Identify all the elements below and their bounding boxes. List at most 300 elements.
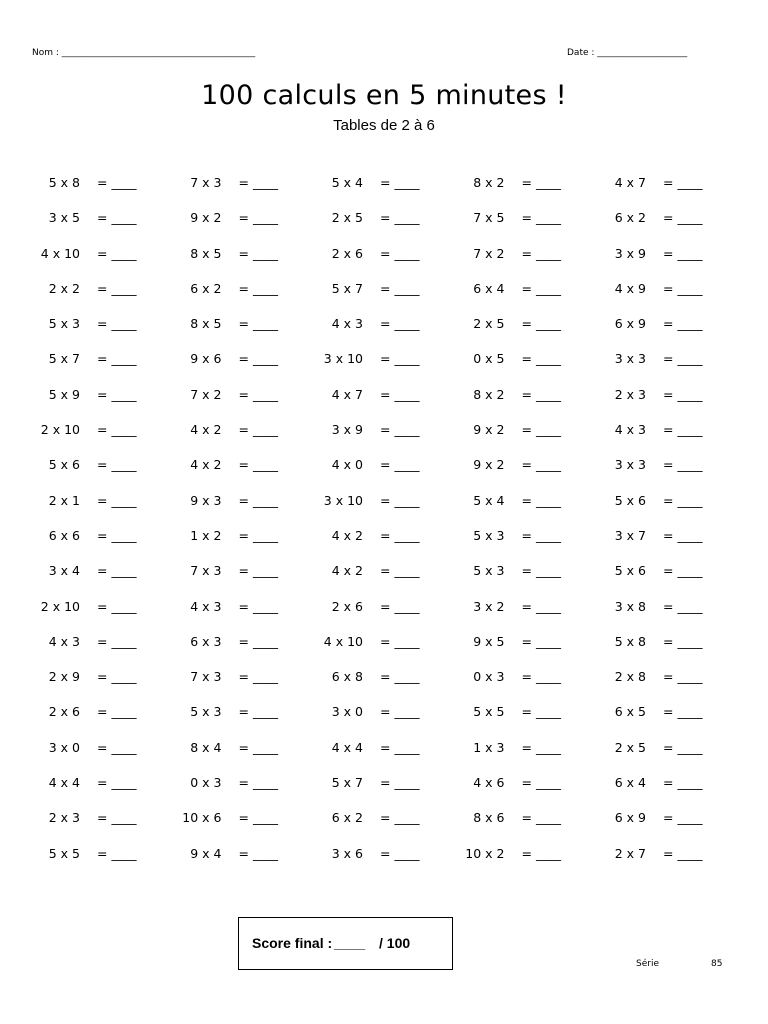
calculation-item <box>606 801 748 836</box>
answer-blank: = ____ <box>663 563 703 579</box>
answer-blank: = ____ <box>238 280 278 296</box>
answer-blank: = ____ <box>380 316 420 332</box>
calculation-item <box>465 166 607 201</box>
calculation-item <box>606 166 748 201</box>
calculation-expression: 2 x 6 <box>48 704 80 720</box>
answer-blank: = ____ <box>521 527 561 543</box>
answer-blank: = ____ <box>380 739 420 755</box>
calculation-item <box>182 342 324 377</box>
calculation-item <box>323 837 465 872</box>
answer-blank: = ____ <box>663 210 703 226</box>
calculation-item <box>182 237 324 272</box>
answer-blank: = ____ <box>521 457 561 473</box>
calculation-expression: 1 x 3 <box>473 739 505 755</box>
answer-blank: = ____ <box>521 633 561 649</box>
score-blank: ____ <box>334 935 366 951</box>
calculation-item <box>323 201 465 236</box>
answer-blank: = ____ <box>97 457 137 473</box>
calculation-item <box>323 272 465 307</box>
calculation-expression: 4 x 6 <box>473 775 505 791</box>
calculation-item <box>323 378 465 413</box>
calculation-item <box>182 413 324 448</box>
answer-blank: = ____ <box>97 422 137 438</box>
calculation-expression: 3 x 10 <box>323 351 363 367</box>
score-total: / 100 <box>379 935 411 951</box>
answer-blank: = ____ <box>521 775 561 791</box>
calculation-item <box>465 837 607 872</box>
answer-blank: = ____ <box>97 280 137 296</box>
calculation-item <box>40 166 182 201</box>
calculation-expression: 5 x 5 <box>48 845 80 861</box>
answer-blank: = ____ <box>238 457 278 473</box>
calculation-expression: 8 x 4 <box>190 739 222 755</box>
answer-blank: = ____ <box>238 245 278 261</box>
calculation-expression: 4 x 9 <box>614 280 646 296</box>
answer-blank: = ____ <box>521 598 561 614</box>
calculation-expression: 2 x 5 <box>473 316 505 332</box>
calculation-item <box>606 484 748 519</box>
calculation-expression: 4 x 2 <box>190 457 222 473</box>
calculation-expression: 5 x 4 <box>473 492 505 508</box>
answer-blank: = ____ <box>663 280 703 296</box>
calculation-item <box>182 378 324 413</box>
calculation-expression: 3 x 10 <box>323 492 363 508</box>
calculation-expression: 9 x 3 <box>190 492 222 508</box>
calculation-expression: 8 x 5 <box>190 316 222 332</box>
calculation-expression: 4 x 4 <box>48 775 80 791</box>
answer-blank: = ____ <box>238 316 278 332</box>
calculation-item <box>606 590 748 625</box>
calculation-expression: 9 x 5 <box>473 633 505 649</box>
calculation-expression: 4 x 10 <box>323 633 363 649</box>
answer-blank: = ____ <box>663 633 703 649</box>
answer-blank: = ____ <box>97 598 137 614</box>
calculation-item <box>40 766 182 801</box>
calculation-item <box>182 695 324 730</box>
calculation-item <box>606 731 748 766</box>
calculation-item <box>323 307 465 342</box>
calculation-item <box>465 378 607 413</box>
answer-blank: = ____ <box>380 386 420 402</box>
calculation-item <box>182 837 324 872</box>
answer-blank: = ____ <box>380 422 420 438</box>
score-label: Score final : <box>252 935 333 951</box>
calculation-expression: 2 x 2 <box>48 280 80 296</box>
calculation-item <box>323 519 465 554</box>
answer-blank: = ____ <box>97 739 137 755</box>
calculation-item <box>182 448 324 483</box>
calculation-item <box>465 695 607 730</box>
calculation-expression: 5 x 8 <box>48 175 80 190</box>
calculation-expression: 5 x 6 <box>614 492 646 508</box>
calculation-item <box>182 766 324 801</box>
calculation-expression: 2 x 5 <box>331 210 363 226</box>
answer-blank: = ____ <box>521 386 561 402</box>
calculation-expression: 4 x 4 <box>331 739 363 755</box>
calculation-expression: 5 x 4 <box>331 175 363 190</box>
calculation-expression: 6 x 3 <box>190 633 222 649</box>
answer-blank: = ____ <box>97 492 137 508</box>
answer-blank: = ____ <box>663 175 703 190</box>
calculation-item <box>606 625 748 660</box>
calculation-item <box>40 237 182 272</box>
calculation-item <box>465 519 607 554</box>
calculation-item <box>465 554 607 589</box>
calculation-expression: 3 x 0 <box>331 704 363 720</box>
calculation-expression: 6 x 8 <box>331 669 363 685</box>
calculation-item <box>182 801 324 836</box>
answer-blank: = ____ <box>663 775 703 791</box>
answer-blank: = ____ <box>521 704 561 720</box>
answer-blank: = ____ <box>380 492 420 508</box>
answer-blank: = ____ <box>97 845 137 861</box>
answer-blank: = ____ <box>380 210 420 226</box>
calculation-expression: 2 x 3 <box>614 386 646 402</box>
calculation-item <box>182 554 324 589</box>
score-box <box>238 917 453 970</box>
calculation-expression: 4 x 7 <box>331 386 363 402</box>
calculation-expression: 5 x 5 <box>473 704 505 720</box>
answer-blank: = ____ <box>238 563 278 579</box>
calculation-expression: 9 x 2 <box>473 457 505 473</box>
answer-blank: = ____ <box>380 280 420 296</box>
calculation-item <box>606 378 748 413</box>
answer-blank: = ____ <box>238 669 278 685</box>
answer-blank: = ____ <box>663 422 703 438</box>
calculation-expression: 4 x 2 <box>331 527 363 543</box>
calculation-expression: 7 x 5 <box>473 210 505 226</box>
calculation-item <box>40 625 182 660</box>
calculation-grid <box>0 166 768 872</box>
calculation-item <box>606 695 748 730</box>
answer-blank: = ____ <box>238 704 278 720</box>
calculation-expression: 6 x 2 <box>331 810 363 826</box>
calculation-item <box>40 519 182 554</box>
calculation-item <box>465 731 607 766</box>
calculation-item <box>465 448 607 483</box>
calculation-expression: 2 x 6 <box>331 245 363 261</box>
answer-blank: = ____ <box>238 810 278 826</box>
calculation-expression: 4 x 3 <box>614 422 646 438</box>
answer-blank: = ____ <box>380 669 420 685</box>
answer-blank: = ____ <box>521 175 561 190</box>
calculation-expression: 2 x 7 <box>614 845 646 861</box>
calculation-expression: 2 x 6 <box>331 598 363 614</box>
answer-blank: = ____ <box>238 845 278 861</box>
calculation-item <box>40 201 182 236</box>
calculation-item <box>323 731 465 766</box>
answer-blank: = ____ <box>663 845 703 861</box>
calculation-expression: 7 x 2 <box>190 386 222 402</box>
calculation-expression: 3 x 9 <box>331 422 363 438</box>
calculation-item <box>323 554 465 589</box>
calculation-item <box>606 519 748 554</box>
calculation-expression: 2 x 1 <box>48 492 80 508</box>
calculation-expression: 6 x 4 <box>473 280 505 296</box>
calculation-item <box>40 590 182 625</box>
calculation-item <box>323 484 465 519</box>
answer-blank: = ____ <box>663 669 703 685</box>
calculation-expression: 1 x 2 <box>190 527 222 543</box>
answer-blank: = ____ <box>238 386 278 402</box>
answer-blank: = ____ <box>663 739 703 755</box>
answer-blank: = ____ <box>380 810 420 826</box>
calculation-expression: 7 x 3 <box>190 175 222 190</box>
calculation-item <box>182 166 324 201</box>
answer-blank: = ____ <box>97 527 137 543</box>
calculation-expression: 5 x 6 <box>48 457 80 473</box>
calculation-expression: 3 x 4 <box>48 563 80 579</box>
answer-blank: = ____ <box>521 810 561 826</box>
calculation-expression: 5 x 9 <box>48 386 80 402</box>
calculation-item <box>40 695 182 730</box>
calculation-expression: 2 x 3 <box>48 810 80 826</box>
answer-blank: = ____ <box>521 280 561 296</box>
answer-blank: = ____ <box>380 351 420 367</box>
calculation-expression: 4 x 7 <box>614 175 646 190</box>
page-subtitle: Tables de 2 à 6 <box>333 117 435 134</box>
calculation-expression: 2 x 10 <box>40 598 80 614</box>
calculation-expression: 3 x 9 <box>614 245 646 261</box>
calculation-expression: 8 x 2 <box>473 386 505 402</box>
answer-blank: = ____ <box>663 527 703 543</box>
calculation-expression: 5 x 8 <box>614 633 646 649</box>
calculation-item <box>323 413 465 448</box>
calculation-item <box>40 272 182 307</box>
answer-blank: = ____ <box>238 492 278 508</box>
answer-blank: = ____ <box>97 175 137 190</box>
answer-blank: = ____ <box>97 210 137 226</box>
answer-blank: = ____ <box>238 739 278 755</box>
calculation-expression: 8 x 6 <box>473 810 505 826</box>
calculation-expression: 3 x 2 <box>473 598 505 614</box>
calculation-expression: 5 x 3 <box>190 704 222 720</box>
calculation-expression: 6 x 9 <box>614 316 646 332</box>
calculation-item <box>40 448 182 483</box>
calculation-expression: 6 x 2 <box>190 280 222 296</box>
calculation-item <box>182 272 324 307</box>
calculation-item <box>606 554 748 589</box>
answer-blank: = ____ <box>521 351 561 367</box>
calculation-expression: 9 x 2 <box>190 210 222 226</box>
calculation-expression: 3 x 6 <box>331 845 363 861</box>
calculation-expression: 3 x 7 <box>614 527 646 543</box>
calculation-expression: 5 x 7 <box>48 351 80 367</box>
calculation-expression: 6 x 5 <box>614 704 646 720</box>
calculation-item <box>323 590 465 625</box>
answer-blank: = ____ <box>238 775 278 791</box>
calculation-item <box>182 660 324 695</box>
calculation-expression: 3 x 3 <box>614 457 646 473</box>
calculation-item <box>465 660 607 695</box>
calculation-item <box>465 272 607 307</box>
calculation-item <box>40 413 182 448</box>
calculation-expression: 6 x 2 <box>614 210 646 226</box>
answer-blank: = ____ <box>97 775 137 791</box>
calculation-expression: 10 x 6 <box>182 810 222 826</box>
calculation-item <box>40 660 182 695</box>
answer-blank: = ____ <box>380 598 420 614</box>
calculation-item <box>606 201 748 236</box>
answer-blank: = ____ <box>238 598 278 614</box>
calculation-item <box>606 413 748 448</box>
calculation-expression: 6 x 9 <box>614 810 646 826</box>
answer-blank: = ____ <box>238 175 278 190</box>
calculation-item <box>40 307 182 342</box>
calculation-item <box>606 342 748 377</box>
answer-blank: = ____ <box>97 633 137 649</box>
calculation-expression: 7 x 2 <box>473 245 505 261</box>
calculation-item <box>323 448 465 483</box>
calculation-item <box>323 660 465 695</box>
calculation-expression: 5 x 3 <box>473 563 505 579</box>
answer-blank: = ____ <box>521 422 561 438</box>
answer-blank: = ____ <box>521 739 561 755</box>
answer-blank: = ____ <box>663 492 703 508</box>
calculation-item <box>40 731 182 766</box>
answer-blank: = ____ <box>663 351 703 367</box>
calculation-expression: 4 x 3 <box>48 633 80 649</box>
calculation-item <box>182 519 324 554</box>
calculation-expression: 5 x 7 <box>331 280 363 296</box>
answer-blank: = ____ <box>380 845 420 861</box>
calculation-item <box>323 801 465 836</box>
calculation-item <box>40 484 182 519</box>
calculation-item <box>606 766 748 801</box>
calculation-expression: 4 x 2 <box>331 563 363 579</box>
calculation-expression: 8 x 2 <box>473 175 505 190</box>
answer-blank: = ____ <box>97 386 137 402</box>
answer-blank: = ____ <box>521 563 561 579</box>
calculation-expression: 5 x 7 <box>331 775 363 791</box>
calculation-item <box>323 342 465 377</box>
page-title: 100 calculs en 5 minutes ! <box>201 80 567 111</box>
calculation-expression: 5 x 6 <box>614 563 646 579</box>
answer-blank: = ____ <box>663 457 703 473</box>
calculation-expression: 2 x 5 <box>614 739 646 755</box>
calculation-item <box>465 766 607 801</box>
calculation-item <box>182 484 324 519</box>
calculation-item <box>606 272 748 307</box>
calculation-item <box>465 625 607 660</box>
answer-blank: = ____ <box>97 704 137 720</box>
calculation-expression: 9 x 4 <box>190 845 222 861</box>
answer-blank: = ____ <box>521 245 561 261</box>
answer-blank: = ____ <box>238 210 278 226</box>
calculation-item <box>182 307 324 342</box>
calculation-expression: 10 x 2 <box>465 845 505 861</box>
calculation-item <box>40 554 182 589</box>
answer-blank: = ____ <box>663 704 703 720</box>
answer-blank: = ____ <box>97 316 137 332</box>
calculation-expression: 2 x 9 <box>48 669 80 685</box>
calculation-item <box>323 766 465 801</box>
calculation-expression: 7 x 3 <box>190 669 222 685</box>
calculation-item <box>182 625 324 660</box>
answer-blank: = ____ <box>663 810 703 826</box>
calculation-item <box>606 307 748 342</box>
calculation-item <box>465 413 607 448</box>
answer-blank: = ____ <box>238 422 278 438</box>
calculation-expression: 4 x 2 <box>190 422 222 438</box>
calculation-expression: 0 x 5 <box>473 351 505 367</box>
calculation-item <box>465 801 607 836</box>
answer-blank: = ____ <box>663 316 703 332</box>
answer-blank: = ____ <box>97 669 137 685</box>
calculation-item <box>323 695 465 730</box>
calculation-item <box>606 448 748 483</box>
answer-blank: = ____ <box>380 527 420 543</box>
answer-blank: = ____ <box>380 775 420 791</box>
answer-blank: = ____ <box>380 175 420 190</box>
calculation-item <box>606 837 748 872</box>
answer-blank: = ____ <box>663 598 703 614</box>
calculation-expression: 3 x 5 <box>48 210 80 226</box>
calculation-expression: 4 x 3 <box>331 316 363 332</box>
serie-number: 85 <box>711 959 723 969</box>
answer-blank: = ____ <box>380 457 420 473</box>
answer-blank: = ____ <box>380 563 420 579</box>
calculation-expression: 9 x 6 <box>190 351 222 367</box>
calculation-item <box>182 590 324 625</box>
calculation-item <box>465 307 607 342</box>
answer-blank: = ____ <box>238 633 278 649</box>
calculation-expression: 8 x 5 <box>190 245 222 261</box>
answer-blank: = ____ <box>97 563 137 579</box>
serie-label: Série <box>636 959 659 969</box>
calculation-item <box>323 625 465 660</box>
answer-blank: = ____ <box>238 527 278 543</box>
calculation-expression: 6 x 6 <box>48 527 80 543</box>
calculation-item <box>465 590 607 625</box>
answer-blank: = ____ <box>238 351 278 367</box>
calculation-item <box>465 237 607 272</box>
answer-blank: = ____ <box>521 316 561 332</box>
answer-blank: = ____ <box>380 633 420 649</box>
calculation-item <box>40 342 182 377</box>
answer-blank: = ____ <box>521 669 561 685</box>
answer-blank: = ____ <box>521 210 561 226</box>
calculation-item <box>40 801 182 836</box>
calculation-expression: 3 x 3 <box>614 351 646 367</box>
calculation-item <box>182 731 324 766</box>
calculation-expression: 4 x 3 <box>190 598 222 614</box>
calculation-expression: 0 x 3 <box>473 669 505 685</box>
calculation-expression: 4 x 10 <box>40 245 80 261</box>
answer-blank: = ____ <box>380 704 420 720</box>
calculation-item <box>465 484 607 519</box>
calculation-item <box>606 660 748 695</box>
calculation-item <box>606 237 748 272</box>
answer-blank: = ____ <box>97 351 137 367</box>
calculation-expression: 3 x 0 <box>48 739 80 755</box>
answer-blank: = ____ <box>521 492 561 508</box>
answer-blank: = ____ <box>663 386 703 402</box>
date-field-label: Date : ____________________ <box>567 48 688 58</box>
calculation-expression: 3 x 8 <box>614 598 646 614</box>
calculation-expression: 2 x 10 <box>40 422 80 438</box>
calculation-expression: 7 x 3 <box>190 563 222 579</box>
calculation-expression: 9 x 2 <box>473 422 505 438</box>
calculation-item <box>323 237 465 272</box>
calculation-item <box>323 166 465 201</box>
calculation-expression: 0 x 3 <box>190 775 222 791</box>
answer-blank: = ____ <box>97 810 137 826</box>
calculation-item <box>465 201 607 236</box>
answer-blank: = ____ <box>521 845 561 861</box>
answer-blank: = ____ <box>97 245 137 261</box>
calculation-expression: 5 x 3 <box>48 316 80 332</box>
